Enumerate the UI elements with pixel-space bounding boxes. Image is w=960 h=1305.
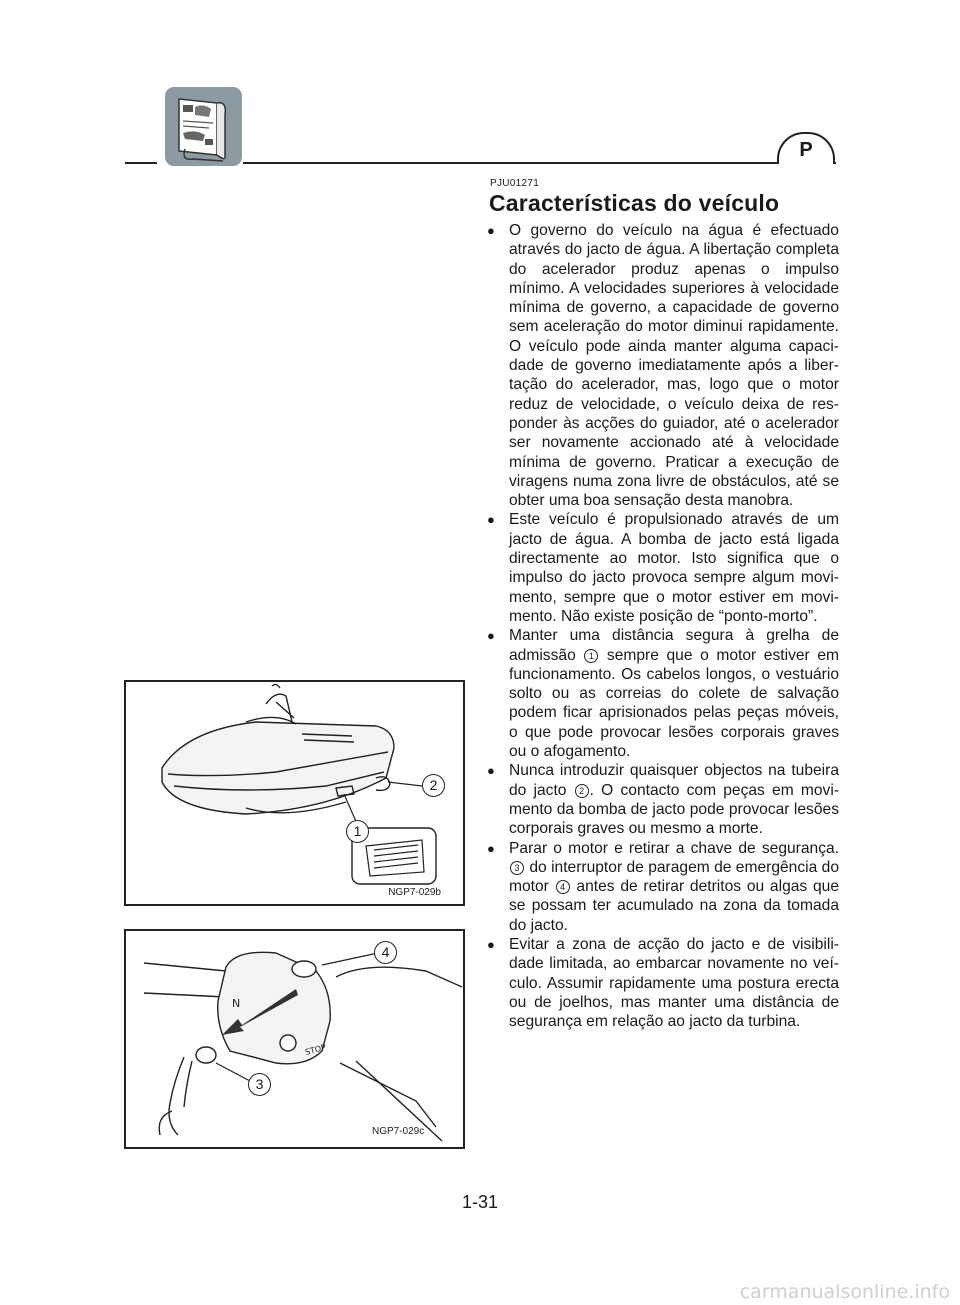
switch-label-stop: STOP bbox=[304, 1042, 327, 1057]
callout-ref-4: 4 bbox=[556, 880, 570, 894]
bullet-icon: ● bbox=[487, 628, 495, 644]
figure-code: NGP7-029b bbox=[388, 887, 441, 898]
page-number: 1-31 bbox=[461, 1192, 499, 1212]
bullet-icon: ● bbox=[487, 512, 495, 528]
callout-ref-3: 3 bbox=[510, 861, 524, 875]
figure-callout-2: 2 bbox=[422, 774, 445, 797]
bullet-text: Este veículo é propulsionado através de um jacto de água. A bomba de jacto está ligada directamente ao motor. Isto significa que o impulso do jacto provoca sempre algum movimento, sempre que o motor estiver em movimento. Não existe posição de “ponto-morto”. bbox=[509, 511, 839, 625]
figure-watercraft-intake bbox=[124, 680, 465, 906]
header-rule-right bbox=[243, 162, 836, 164]
figure-callout-3: 3 bbox=[248, 1073, 271, 1096]
section-code: PJU01271 bbox=[490, 178, 540, 189]
switch-label-n: N bbox=[232, 997, 241, 1010]
callout-ref-2: 2 bbox=[575, 784, 589, 798]
bullet-icon: ● bbox=[487, 840, 495, 856]
bullet-item bbox=[487, 935, 839, 1031]
bullet-icon: ● bbox=[487, 763, 495, 779]
section-title: Características do veículo bbox=[489, 190, 780, 216]
bullet-item bbox=[487, 510, 839, 626]
watermark: carmanualsonline.info bbox=[739, 1281, 950, 1303]
figure-stop-switch bbox=[124, 929, 465, 1149]
header-rule-left bbox=[125, 162, 157, 164]
bullet-text: Evitar a zona de acção do jacto e de visibilidade limitada, ao embarcar novamente no veículo. Assumir rapidamente uma postura erecta ou de joelhos, mas manter uma distância de segurança em relação ao jacto da turbina. bbox=[509, 935, 839, 1031]
bullet-item bbox=[487, 221, 839, 510]
stop-switch-illustration bbox=[126, 931, 463, 1147]
bullet-item bbox=[487, 626, 839, 761]
watercraft-illustration bbox=[126, 682, 463, 904]
figure-callout-1: 1 bbox=[346, 820, 369, 843]
figure-code: NGP7-029c bbox=[372, 1126, 425, 1137]
figure-callout-4: 4 bbox=[374, 941, 397, 964]
language-badge: P bbox=[777, 132, 835, 164]
bullet-text: Parar o motor e retirar a chave de segurança. 3 do interruptor de paragem de emergência do motor 4 antes de retirar detritos ou algas que se possam ter acumulado na zona da tomada do jacto. bbox=[509, 839, 839, 934]
bullet-text: O governo do veículo na água é efectuado através do jacto de água. A libertação completa do acelerador produz apenas o impulso mínimo. A velocidades superiores à velocidade mínima de governo, a capacidade de governo sem aceleração do motor diminui rapidamente. O veículo pode ainda manter alguma capacidade de governo imediatamente após a libertação do acelerador, mas, logo que o motor reduz de velocidade, o veículo deixa de responder às acções do guiador, até o acelerador ser novamente accionado até à velocidade mínima de governo. Praticar a execução de viragens numa zona livre de obstáculos, até se obter uma boa sensação desta manobra. bbox=[509, 222, 839, 510]
bullet-list bbox=[487, 221, 839, 1031]
bullet-text: Manter uma distância segura à grelha de admissão 1 sempre que o motor estiver em funcionamento. Os cabelos longos, o vestuário solto ou as correias do colete de salvação podem ficar aprisionados pelas peças móveis, o que pode provocar lesões corporais graves ou o afogamento. bbox=[509, 627, 839, 761]
bullet-icon: ● bbox=[487, 936, 495, 952]
callout-ref-1: 1 bbox=[584, 649, 598, 663]
bullet-item bbox=[487, 761, 839, 838]
bullet-text: Nunca introduzir quaisquer objectos na tubeira do jacto 2 . O contacto com peças em movimento da bomba de jacto pode provocar lesões corporais graves ou mesmo a morte. bbox=[509, 762, 840, 838]
manual-booklet-icon bbox=[165, 87, 242, 166]
bullet-item bbox=[487, 839, 839, 935]
bullet-icon: ● bbox=[487, 223, 495, 238]
